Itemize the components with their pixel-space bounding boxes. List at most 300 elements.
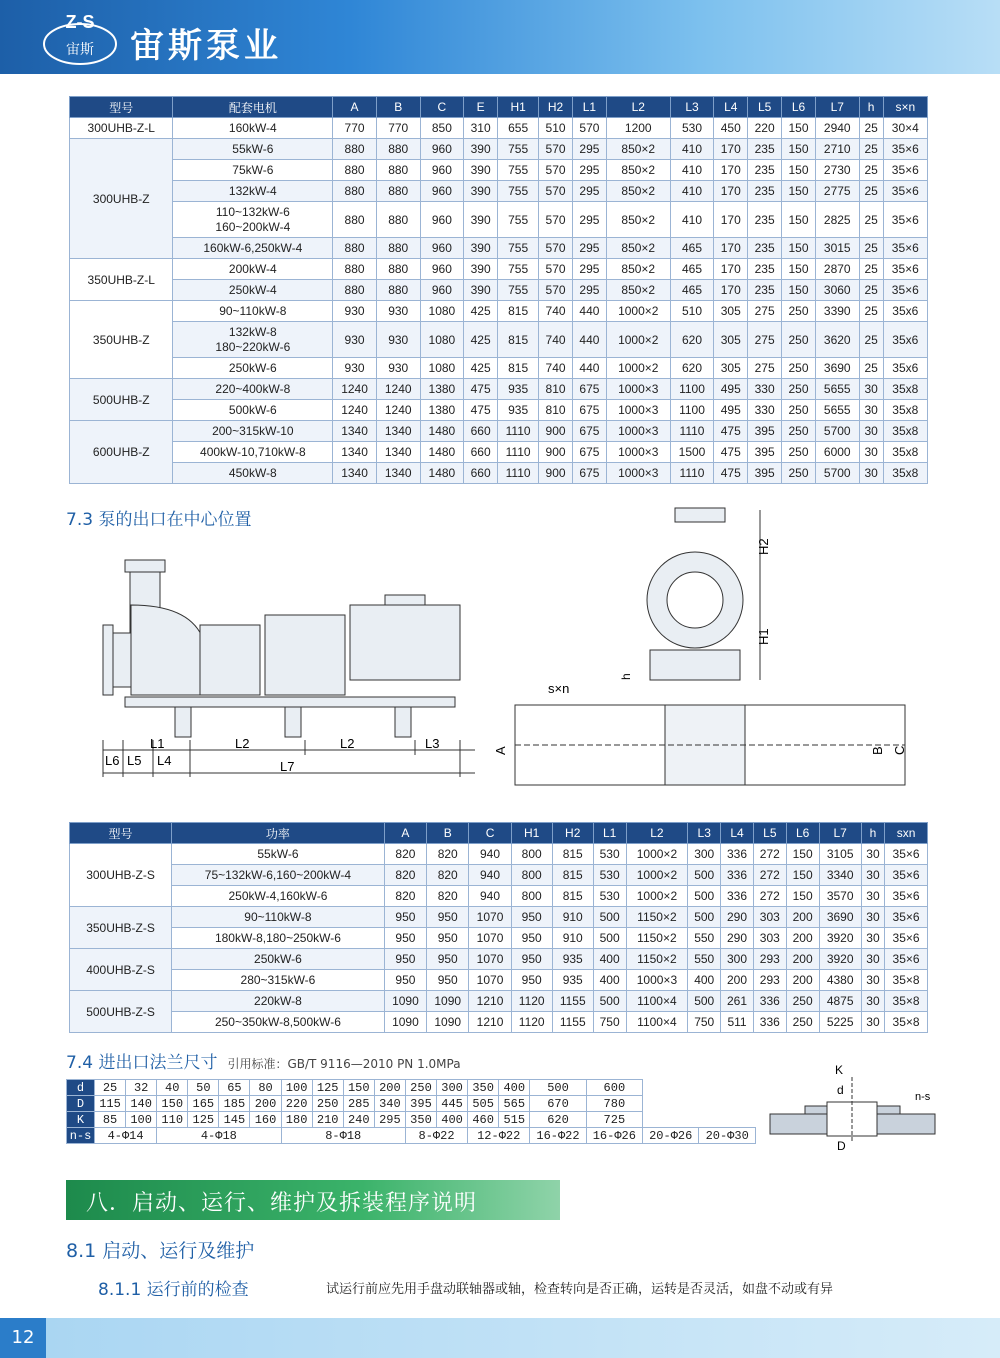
table-cell: 670 — [530, 1096, 586, 1112]
table-cell: 100 — [281, 1080, 312, 1096]
table-cell: 1340 — [333, 442, 377, 463]
table-cell: 850×2 — [606, 139, 670, 160]
table-cell: 400 — [437, 1112, 468, 1128]
table-cell: 820 — [384, 865, 426, 886]
table-cell: 55kW-6 — [172, 844, 385, 865]
table-cell: 85 — [95, 1112, 126, 1128]
table-cell: 330 — [748, 400, 782, 421]
table-cell: 170 — [714, 139, 748, 160]
table-cell: 30 — [861, 844, 884, 865]
table-cell: 1155 — [552, 991, 593, 1012]
table-cell: 30 — [861, 970, 884, 991]
table-cell: 950 — [384, 907, 426, 928]
table-cell: 6000 — [815, 442, 859, 463]
flange-row-K — [67, 1112, 756, 1128]
section-8-1-1-title: 8.1.1 运行前的检查 — [98, 1280, 249, 1300]
table-cell: 295 — [573, 238, 607, 259]
label-A: A — [493, 746, 508, 755]
row-label: D — [67, 1096, 95, 1112]
table-cell: 1340 — [333, 421, 377, 442]
table-cell: 170 — [714, 202, 748, 238]
table-cell: 1340 — [376, 421, 420, 442]
label-H1: H1 — [756, 628, 771, 645]
table-cell: 1000×3 — [606, 442, 670, 463]
model-cell: 350UHB-Z-S — [70, 907, 172, 949]
table-cell: 395 — [748, 442, 782, 463]
table-cell: 200 — [250, 1096, 281, 1112]
table-cell: 35×6 — [883, 160, 927, 181]
table-cell: 250 — [782, 379, 816, 400]
table-cell: 200~315kW-10 — [173, 421, 333, 442]
label-L6: L6 — [105, 753, 120, 768]
table-cell: 570 — [539, 259, 573, 280]
table-cell: 740 — [539, 322, 573, 358]
column-header: A — [384, 823, 426, 844]
table-row — [70, 280, 928, 301]
table-cell: 8-Φ22 — [405, 1128, 467, 1144]
table-cell: 940 — [469, 865, 511, 886]
column-header: C — [469, 823, 511, 844]
table-cell: 1240 — [376, 379, 420, 400]
table-cell: 235 — [748, 280, 782, 301]
table-cell: 1080 — [420, 301, 464, 322]
column-header: 配套电机 — [173, 97, 333, 118]
table-row — [70, 358, 928, 379]
table-cell: 200 — [786, 907, 819, 928]
table-cell: 815 — [498, 301, 539, 322]
table-cell: 35×6 — [885, 865, 928, 886]
table-cell: 170 — [714, 181, 748, 202]
table-cell: 1070 — [469, 970, 511, 991]
table-cell: 16-Φ22 — [530, 1128, 586, 1144]
table-cell: 390 — [464, 259, 498, 280]
table-cell: 20-Φ26 — [643, 1128, 699, 1144]
table-cell: 475 — [464, 379, 498, 400]
table-cell: 960 — [420, 280, 464, 301]
label-L7: L7 — [280, 759, 295, 774]
table-cell: 510 — [670, 301, 714, 322]
table-cell: 35×6 — [885, 844, 928, 865]
table-row — [70, 238, 928, 259]
table-cell: 390 — [464, 238, 498, 259]
page-header — [0, 0, 1000, 74]
table-cell: 530 — [670, 118, 714, 139]
table-cell: 1100 — [670, 400, 714, 421]
table-cell: 820 — [427, 886, 469, 907]
table-cell: 780 — [586, 1096, 642, 1112]
table-cell: 900 — [539, 463, 573, 484]
table-cell: 25 — [859, 358, 883, 379]
table-cell: 810 — [539, 400, 573, 421]
table-cell: 25 — [859, 202, 883, 238]
table-cell: 300 — [721, 949, 754, 970]
table-cell: 755 — [498, 202, 539, 238]
column-header: 功率 — [172, 823, 385, 844]
table-cell: 200 — [786, 949, 819, 970]
table-cell: 80 — [250, 1080, 281, 1096]
table-cell: 450 — [714, 118, 748, 139]
table-cell: 250kW-6 — [173, 358, 333, 379]
table-cell: 500 — [593, 991, 626, 1012]
table-cell: 220 — [748, 118, 782, 139]
table-cell: 200 — [721, 970, 754, 991]
label-L4: L4 — [157, 753, 172, 768]
table-cell: 150 — [782, 181, 816, 202]
table-cell: 110 — [157, 1112, 188, 1128]
label-L2b: L2 — [340, 736, 355, 751]
table-cell: 475 — [464, 400, 498, 421]
table-cell: 440 — [573, 358, 607, 379]
table-cell: 35x6 — [883, 301, 927, 322]
table-cell: 880 — [333, 259, 377, 280]
table-cell: 295 — [573, 280, 607, 301]
table-cell: 810 — [539, 379, 573, 400]
table-cell: 1500 — [670, 442, 714, 463]
table-cell: 305 — [714, 358, 748, 379]
table-cell: 675 — [573, 421, 607, 442]
table-cell: 395 — [405, 1096, 436, 1112]
table-cell: 280~315kW-6 — [172, 970, 385, 991]
section-7-3-title: 7.3 泵的出口在中心位置 — [66, 510, 252, 530]
section-8-1-title: 8.1 启动、运行及维护 — [66, 1240, 255, 1262]
table-cell: 740 — [539, 301, 573, 322]
table-cell: 250 — [782, 463, 816, 484]
table-cell: 935 — [552, 949, 593, 970]
table-cell: 35×6 — [885, 907, 928, 928]
table-cell: 220kW-8 — [172, 991, 385, 1012]
table-cell: 250 — [786, 1012, 819, 1033]
table-cell: 25 — [859, 238, 883, 259]
table-row — [70, 322, 928, 358]
table-cell: 293 — [753, 970, 786, 991]
table-cell: 1110 — [498, 421, 539, 442]
table-cell: 310 — [464, 118, 498, 139]
flange-row-d — [67, 1080, 756, 1096]
table-cell: 950 — [511, 928, 552, 949]
spec-table-2 — [69, 822, 928, 1033]
table-cell: 660 — [464, 463, 498, 484]
table-cell: 35x6 — [883, 322, 927, 358]
table-cell: 250 — [786, 991, 819, 1012]
table-cell: 910 — [552, 907, 593, 928]
table-cell: 850×2 — [606, 160, 670, 181]
column-header: L6 — [786, 823, 819, 844]
table-cell: 3340 — [819, 865, 861, 886]
table-cell: 460 — [468, 1112, 499, 1128]
page-number: 12 — [0, 1318, 46, 1358]
table-cell: 410 — [670, 160, 714, 181]
label-L1: L1 — [150, 736, 165, 751]
table-cell: 1340 — [376, 442, 420, 463]
table-cell: 755 — [498, 259, 539, 280]
table-cell: 1000×3 — [606, 463, 670, 484]
table-cell: 820 — [384, 886, 426, 907]
model-cell: 600UHB-Z — [70, 421, 173, 484]
table-cell: 35×8 — [885, 970, 928, 991]
table-cell: 150 — [782, 118, 816, 139]
table-cell: 8-Φ18 — [281, 1128, 405, 1144]
table-cell: 820 — [427, 865, 469, 886]
table-cell: 500 — [688, 886, 721, 907]
table-cell: 1100 — [670, 379, 714, 400]
table-cell: 620 — [670, 322, 714, 358]
table-cell: 800 — [511, 844, 552, 865]
column-header: L7 — [815, 97, 859, 118]
table-cell: 4875 — [819, 991, 861, 1012]
table-cell: 950 — [427, 949, 469, 970]
table-cell: 500 — [688, 991, 721, 1012]
table-cell: 1340 — [333, 463, 377, 484]
table-cell: 1210 — [469, 1012, 511, 1033]
table-cell: 4-Φ14 — [95, 1128, 157, 1144]
table-cell: 3060 — [815, 280, 859, 301]
table-cell: 1340 — [376, 463, 420, 484]
table-cell: 35×8 — [885, 1012, 928, 1033]
table-cell: 240 — [343, 1112, 374, 1128]
table-cell: 30 — [861, 991, 884, 1012]
table-cell: 272 — [753, 865, 786, 886]
table-cell: 500 — [688, 865, 721, 886]
table-cell: 880 — [376, 259, 420, 280]
table-cell: 425 — [464, 301, 498, 322]
table-cell: 465 — [670, 238, 714, 259]
table-cell: 755 — [498, 139, 539, 160]
table-cell: 132kW-4 — [173, 181, 333, 202]
table-cell: 930 — [333, 358, 377, 379]
table-cell: 30 — [859, 379, 883, 400]
svg-text:宙斯: 宙斯 — [66, 41, 94, 57]
table-cell: 675 — [573, 400, 607, 421]
table-cell: 395 — [748, 421, 782, 442]
table-cell: 1480 — [420, 463, 464, 484]
model-cell: 300UHB-Z-S — [70, 844, 172, 907]
table-cell: 150 — [786, 886, 819, 907]
table-cell: 675 — [573, 442, 607, 463]
page-footer — [0, 1318, 1000, 1358]
table-cell: 550 — [688, 928, 721, 949]
label-L3: L3 — [425, 736, 440, 751]
table-cell: 336 — [753, 991, 786, 1012]
table-cell: 200 — [786, 970, 819, 991]
table-cell: 880 — [376, 238, 420, 259]
table-cell: 30 — [859, 442, 883, 463]
column-header: H2 — [552, 823, 593, 844]
table-cell: 305 — [714, 301, 748, 322]
table-cell: 90~110kW-8 — [172, 907, 385, 928]
table-cell: 295 — [573, 181, 607, 202]
table-cell: 4-Φ18 — [157, 1128, 281, 1144]
table-cell: 475 — [714, 421, 748, 442]
table-cell: 125 — [188, 1112, 219, 1128]
table-cell: 725 — [586, 1112, 642, 1128]
table-cell: 755 — [498, 160, 539, 181]
table-cell: 160kW-4 — [173, 118, 333, 139]
table-cell: 305 — [714, 322, 748, 358]
table-cell: 1240 — [333, 379, 377, 400]
table-cell: 150 — [782, 238, 816, 259]
table-cell: 170 — [714, 238, 748, 259]
table-cell: 3690 — [815, 358, 859, 379]
table-cell: 160kW-6,250kW-4 — [173, 238, 333, 259]
table-cell: 110~132kW-6 160~200kW-4 — [173, 202, 333, 238]
table-cell: 1110 — [498, 463, 539, 484]
table-cell: 35×6 — [885, 886, 928, 907]
table-cell: 950 — [427, 928, 469, 949]
table-cell: 495 — [714, 400, 748, 421]
table-cell: 530 — [593, 886, 626, 907]
table-cell: 770 — [376, 118, 420, 139]
table-cell: 1000×2 — [626, 886, 688, 907]
table-cell: 30 — [861, 928, 884, 949]
table-cell: 770 — [333, 118, 377, 139]
table-cell: 250 — [782, 442, 816, 463]
table-cell: 390 — [464, 139, 498, 160]
table-cell: 1000×2 — [626, 844, 688, 865]
table-cell: 25 — [859, 160, 883, 181]
column-header: h — [859, 97, 883, 118]
table-row — [70, 1012, 928, 1033]
table-cell: 465 — [670, 280, 714, 301]
table-cell: 12-Φ22 — [468, 1128, 530, 1144]
table-cell: 565 — [499, 1096, 530, 1112]
table-cell: 960 — [420, 259, 464, 280]
table-cell: 940 — [469, 844, 511, 865]
table-cell: 2775 — [815, 181, 859, 202]
table-cell: 850 — [420, 118, 464, 139]
column-header: B — [376, 97, 420, 118]
label-h: h — [619, 673, 633, 680]
table-cell: 1480 — [420, 421, 464, 442]
table-cell: 1000×3 — [626, 970, 688, 991]
table-cell: 755 — [498, 280, 539, 301]
table-cell: 250kW-6 — [172, 949, 385, 970]
table-cell: 950 — [384, 928, 426, 949]
table-cell: 300 — [437, 1080, 468, 1096]
table-cell: 500 — [530, 1080, 586, 1096]
table-cell: 30 — [861, 1012, 884, 1033]
table-cell: 3920 — [819, 928, 861, 949]
table-cell: 16-Φ26 — [586, 1128, 642, 1144]
column-header: 型号 — [70, 97, 173, 118]
table-cell: 275 — [748, 358, 782, 379]
table-cell: 100 — [126, 1112, 157, 1128]
model-cell: 400UHB-Z-S — [70, 949, 172, 991]
table-cell: 660 — [464, 421, 498, 442]
table-cell: 850×2 — [606, 238, 670, 259]
flange-drawing — [765, 1062, 940, 1157]
table-cell: 2730 — [815, 160, 859, 181]
column-header: E — [464, 97, 498, 118]
table-cell: 220~400kW-8 — [173, 379, 333, 400]
table-cell: 340 — [374, 1096, 405, 1112]
table-cell: 475 — [714, 442, 748, 463]
table-cell: 950 — [511, 907, 552, 928]
model-cell: 350UHB-Z-L — [70, 259, 173, 301]
table-cell: 50 — [188, 1080, 219, 1096]
table-cell: 150 — [786, 865, 819, 886]
table-cell: 5700 — [815, 463, 859, 484]
table-row — [70, 886, 928, 907]
table-cell: 250 — [782, 322, 816, 358]
table-cell: 570 — [539, 139, 573, 160]
table-row — [70, 202, 928, 238]
table-cell: 880 — [333, 202, 377, 238]
table-cell: 815 — [552, 886, 593, 907]
table-cell: 293 — [753, 949, 786, 970]
table-cell: 880 — [376, 160, 420, 181]
table-cell: 505 — [468, 1096, 499, 1112]
table-cell: 5225 — [819, 1012, 861, 1033]
table-cell: 850×2 — [606, 202, 670, 238]
column-header: s×n — [883, 97, 927, 118]
table-cell: 3690 — [819, 907, 861, 928]
table-cell: 295 — [374, 1112, 405, 1128]
table-row — [70, 991, 928, 1012]
table-cell: 35×6 — [885, 949, 928, 970]
table-cell: 1155 — [552, 1012, 593, 1033]
section-7-4-title: 7.4 进出口法兰尺寸 引用标准：GB/T 9116—2010 PN 1.0MPa — [66, 1053, 461, 1073]
table-cell: 815 — [552, 865, 593, 886]
company-logo — [40, 8, 120, 68]
table-cell: 1380 — [420, 400, 464, 421]
table-cell: 65 — [219, 1080, 250, 1096]
pump-assembly-drawing — [95, 545, 485, 785]
svg-text:Z-S: Z-S — [65, 12, 95, 32]
table-cell: 32 — [126, 1080, 157, 1096]
table-cell: 1000×3 — [606, 379, 670, 400]
table-cell: 425 — [464, 322, 498, 358]
table-cell: 25 — [859, 280, 883, 301]
table-cell: 815 — [498, 358, 539, 379]
table-cell: 750 — [688, 1012, 721, 1033]
table-cell: 5655 — [815, 400, 859, 421]
table-cell: 235 — [748, 160, 782, 181]
table-row — [70, 118, 928, 139]
table-cell: 272 — [753, 844, 786, 865]
table-cell: 755 — [498, 238, 539, 259]
table-cell: 570 — [573, 118, 607, 139]
table-cell: 400 — [593, 970, 626, 991]
table-cell: 336 — [721, 886, 754, 907]
table-cell: 185 — [219, 1096, 250, 1112]
table-cell: 820 — [427, 844, 469, 865]
table-cell: 200kW-4 — [173, 259, 333, 280]
paragraph-text: 试运行前应先用手盘动联轴器或轴，检查转向是否正确，运转是否灵活，如盘不动或有异 — [326, 1282, 834, 1297]
table-cell: 1000×2 — [606, 322, 670, 358]
table-cell: 3390 — [815, 301, 859, 322]
table-cell: 220 — [281, 1096, 312, 1112]
table-cell: 170 — [714, 259, 748, 280]
table-cell: 235 — [748, 181, 782, 202]
table-cell: 210 — [312, 1112, 343, 1128]
table-cell: 880 — [333, 238, 377, 259]
table-cell: 820 — [384, 844, 426, 865]
flange-table — [66, 1079, 756, 1144]
table-cell: 390 — [464, 160, 498, 181]
table-cell: 35x8 — [883, 421, 927, 442]
table-cell: 295 — [573, 202, 607, 238]
table-cell: 935 — [552, 970, 593, 991]
table-cell: 930 — [333, 301, 377, 322]
table-cell: 1070 — [469, 949, 511, 970]
table-cell: 390 — [464, 280, 498, 301]
table-cell: 290 — [721, 928, 754, 949]
table-cell: 3620 — [815, 322, 859, 358]
table-cell: 880 — [376, 139, 420, 160]
table-cell: 170 — [714, 280, 748, 301]
table-cell: 180 — [281, 1112, 312, 1128]
table-cell: 295 — [573, 160, 607, 181]
